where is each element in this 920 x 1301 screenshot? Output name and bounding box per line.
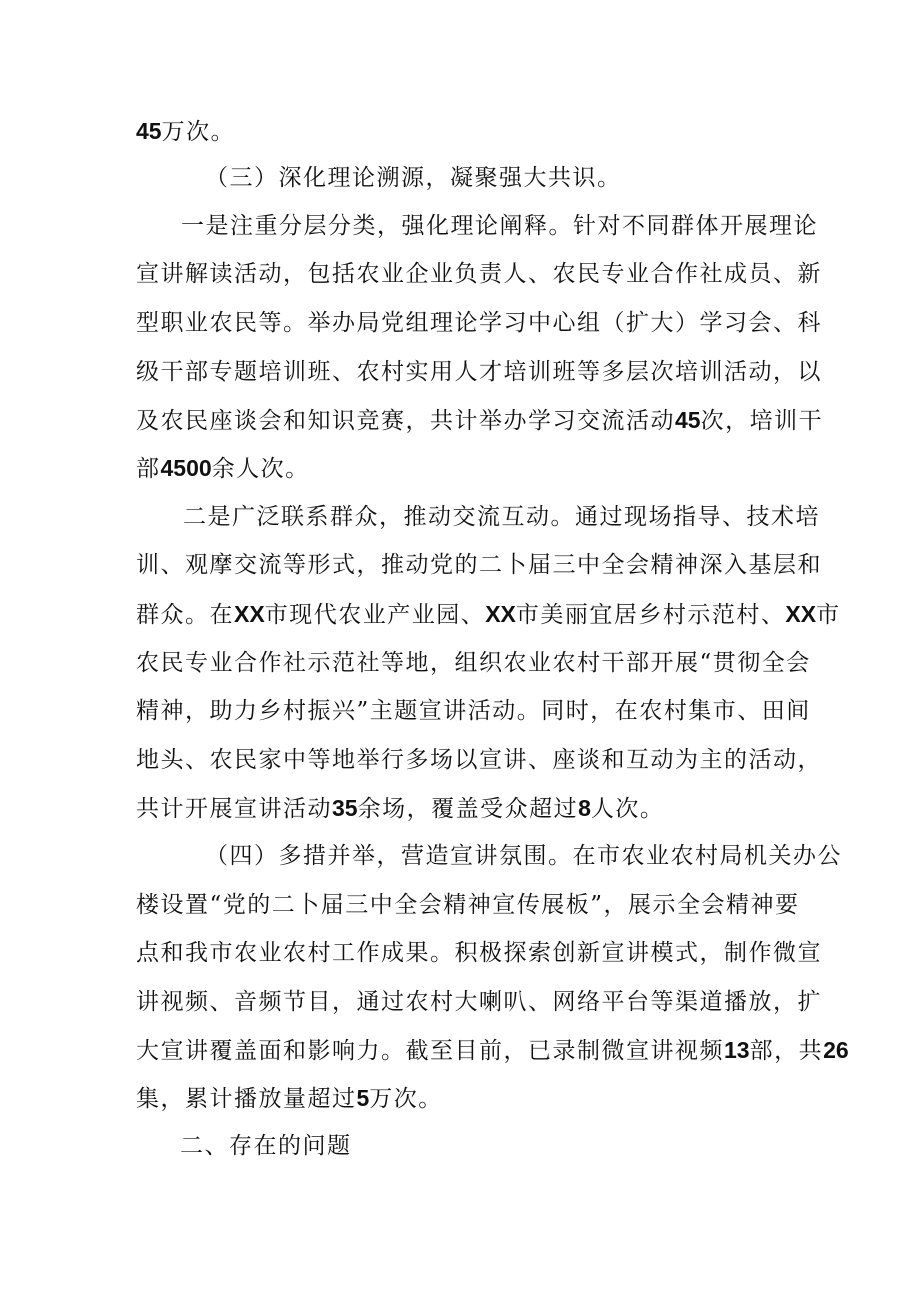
text-line: 农民专业合作社示范社等地，组织农业农村干部开展“贯彻全会 bbox=[136, 650, 811, 676]
section-heading: 二、存在的问题 bbox=[180, 1133, 352, 1159]
text-line: 部4500余人次。 bbox=[136, 455, 310, 482]
section-heading: （三）深化理论溯源，凝聚强大共识。 bbox=[205, 165, 622, 191]
text-line: 群众。在XX市现代农业产业园、XX市美丽宜居乡村示范村、XX市 bbox=[136, 601, 841, 628]
text-line: 讲视频、音频节目，通过农村大喇叭、网络平台等渠道播放，扩 bbox=[136, 989, 822, 1015]
text-line: 二是广泛联系群众，推动交流互动。通过现场指导、技术培 bbox=[183, 504, 820, 530]
text-line: 楼设置“党的二卜届三中全会精神宣传展板”，展示全会精神要 bbox=[136, 892, 800, 918]
text-line: 集，累计播放量超过5万次。 bbox=[136, 1085, 443, 1112]
text-line: 训、观摩交流等形式，推动党的二卜届三中全会精神深入基层和 bbox=[136, 552, 822, 578]
text-line: 共计开展宣讲活动35余场，覆盖受众超过8人次。 bbox=[136, 795, 665, 822]
text-line: 精神，助力乡村振兴”主题宣讲活动。同时，在农村集市、田间 bbox=[136, 698, 811, 724]
text-line: 级干部专题培训班、农村实用人才培训班等多层次培训活动，以 bbox=[136, 359, 822, 385]
text-line: 点和我市农业农村工作成果。积极探索创新宣讲模式，制作微宣 bbox=[136, 940, 822, 966]
text-line: 宣讲解读活动，包括农业企业负责人、农民专业合作社成员、新 bbox=[136, 261, 822, 287]
text-line: 一是注重分层分类，强化理论阐释。针对不同群体开展理论 bbox=[181, 213, 818, 239]
text-line: （四）多措并举，营造宣讲氛围。在市农业农村局机关办公 bbox=[205, 843, 842, 869]
text-line: 及农民座谈会和知识竞赛，共计举办学习交流活动45次，培训干 bbox=[136, 407, 824, 434]
text-line: 45万次。 bbox=[136, 118, 236, 145]
text-line: 地头、农民家中等地举行多场以宣讲、座谈和互动为主的活动， bbox=[136, 747, 822, 773]
text-line: 型职业农民等。举办局党组理论学习中心组（扩大）学习会、科 bbox=[136, 310, 822, 336]
text-line: 大宣讲覆盖面和影响力。截至目前，已录制微宣讲视频13部，共26 bbox=[136, 1037, 849, 1064]
